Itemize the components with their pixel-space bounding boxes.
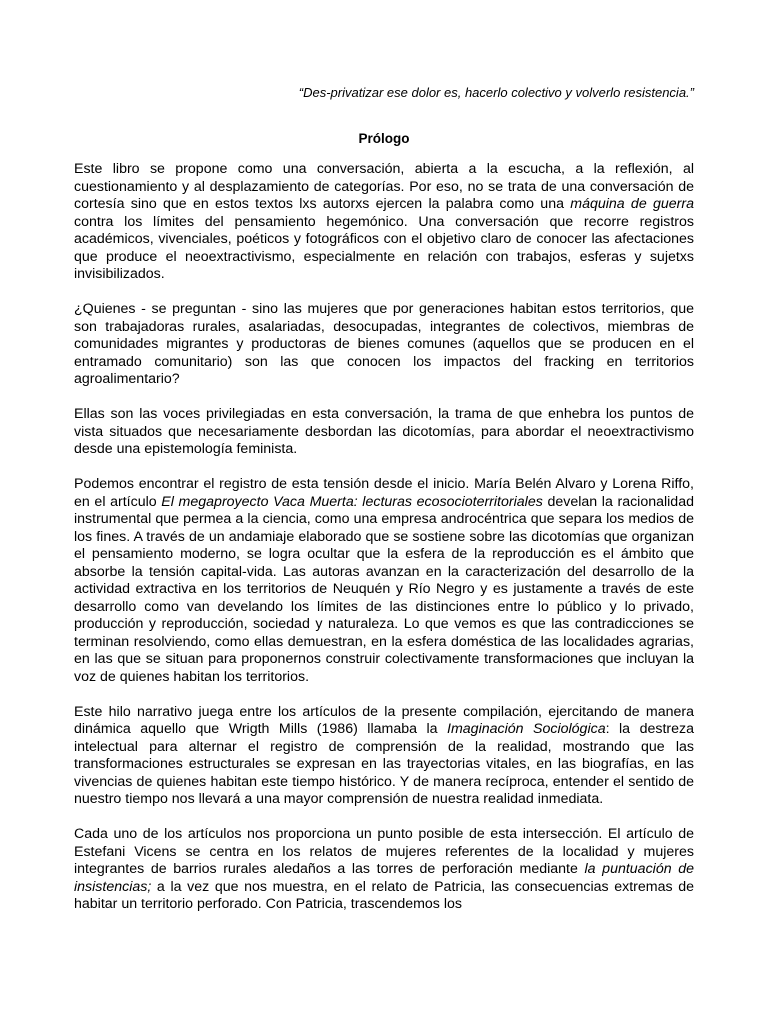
paragraph-text: : la destreza intelectual para alternar el registro de comprensión de la realidad, mostrando que las transformaciones estructurales se expresan en las trayectorias vitales, en las biografías, en las vivencias de quienes habitan este tiempo histórico. Y de manera recíproca, entender el sentido de nuestro tiempo nos llevará a una mayor comprensión de nuestra realidad inmediata.: [74, 721, 694, 807]
paragraph-text: ¿Quienes - se preguntan - sino las mujeres que por generaciones habitan estos territorios, que son trabajadoras rurales, asalariadas, desocupadas, integrantes de colectivos, miembras de comunidades migrantes y productoras de bienes comunes (aquellos que se producen en el entramado comunitario) son las que conocen los impactos del fracking en territorios agroalimentario?: [74, 301, 694, 387]
paragraph-emphasis: máquina de guerra: [570, 196, 694, 212]
page-title: Prólogo: [358, 130, 410, 146]
paragraph-1: [74, 161, 694, 284]
paragraph-emphasis: El megaproyecto Vaca Muerta: lecturas ecosocioterritoriales: [161, 493, 543, 510]
paragraph-text: Cada uno de los artículos nos proporciona un punto posible de esta intersección. El artículo de Estefani Vicens se centra en los relatos de mujeres referentes de la localidad y mujeres integrantes de barrios rurales aledaños a las torres de perforación mediante: [74, 826, 694, 877]
paragraph-6: [74, 826, 694, 914]
epigraph: “Des-privatizar ese dolor es, hacerlo colectivo y volverlo resistencia.”: [298, 85, 694, 100]
paragraph-2: [74, 301, 694, 389]
paragraph-5: [74, 704, 694, 809]
document-page: [74, 84, 694, 931]
paragraph-4: [74, 476, 694, 686]
paragraph-emphasis: la puntuación de insistencias;: [74, 861, 694, 895]
paragraph-3: [74, 406, 694, 459]
paragraph-text: Este hilo narrativo juega entre los artículos de la presente compilación, ejercitando de manera dinámica aquello que Wrigth Mills (1986) llamaba la: [74, 703, 694, 737]
paragraph-text: Ellas son las voces privilegiadas en esta conversación, la trama de que enhebra los puntos de vista situados que necesariamente desbordan las dicotomías, para abordar el neoextractivismo desde una epistemología feminista.: [74, 406, 694, 457]
paragraph-text: contra los límites del pensamiento hegemónico. Una conversación que recorre registros académicos, vivenciales, poéticos y fotográficos con el objetivo claro de conocer las afectaciones que produce el neoextractivismo, especialmente en relación con trabajos, esferas y sujetxs invisibilizados.: [74, 213, 694, 282]
paragraph-text: Este libro se propone como una conversación, abierta a la escucha, a la reflexión, al cuestionamiento y al desplazamiento de categorías. Por eso, no se trata de una conversación de cortesía sino que en estos textos lxs autorxs ejercen la palabra como una: [74, 161, 694, 212]
paragraph-text: develan la racionalidad instrumental que permea a la ciencia, como una empresa androcéntrica que separa los medios de los fines. A través de un andamiaje elaborado que se sostiene sobre las dicotomías que organizan el pensamiento moderno, se logra ocultar que la esfera de la reproducción es el ámbito que absorbe la tensión capital-vida. Las autoras avanzan en la caracterización del desarrollo de la actividad extractiva en los territorios de Neuquén y Río Negro y es justamente a través de este desarrollo como van develando los límites de las distinciones entre lo público y lo privado, producción y reproducción, sociedad y naturaleza. Lo que vemos es que las contradicciones se terminan resolviendo, como ellas demuestran, en la esfera doméstica de las localidades agrarias, en las que se situan para proponernos construir colectivamente transformaciones que incluyan la voz de quienes habitan los territorios.: [74, 493, 694, 685]
paragraph-text: Podemos encontrar el registro de esta tensión desde el inicio. María Belén Alvaro y Lorena Riffo, en el artículo: [74, 476, 694, 510]
paragraph-text: a la vez que nos muestra, en el relato de Patricia, las consecuencias extremas de habitar un territorio perforado. Con Patricia, trascendemos los: [74, 878, 694, 912]
paragraph-emphasis: Imaginación Sociológica: [447, 721, 606, 737]
